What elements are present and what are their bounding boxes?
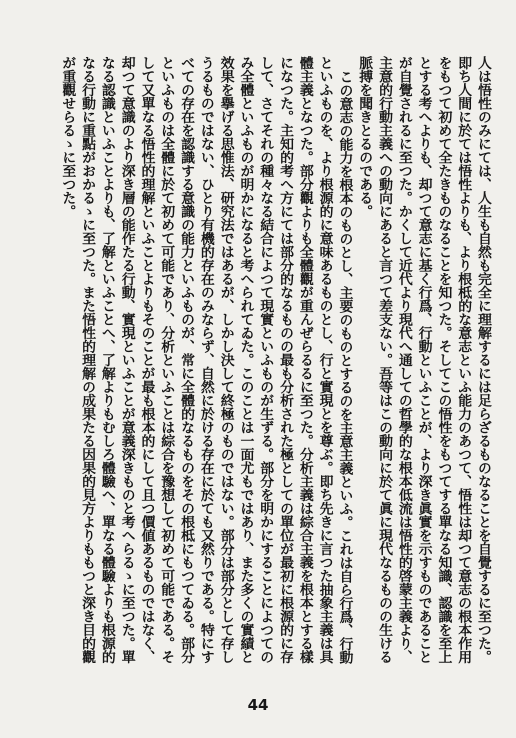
paragraph: この意志の能力を根本のものとし、主要のものとするのを主意主義といふ。これは自ら行爲、行動といふものを、より根源的に意味あるものとし、行と實現とを尊ぶ。即ち先きに言つた抽象主義は具體主義となつた。部分觀よりも全體觀が重んぜらるるに至つた。分析主義は綜合主義を根本とする樣になつた。主知的考へ方にては部分的なるものの最も分析された極としての單位が最初に根源的に存して、さてそれの種々なる結合によつて現實といふものが生ずる。部分を明かにすることによつてのみ全體といふものが明かになると考へられてゐた。このことは一面尤もではあり、また多くの實績と效果を擧げる思惟法、研究法ではあるが、しかし決して終極のものではない。部分は部分として存しうるものではない、ひとり有機的存在のみならず、自然に於ける存在に於ても又然りである。特にすべての存在を認識する意識の能力といふものが、常に全體的なるものをその根柢にもつてゐる。部分といふものは全體に於て初めて可能であり、分析といふことは綜合を豫想して初めて可能である。そして又單なる悟性的理解といふことよりもそのことが最も根本的にして且つ價値あるものではなく、却つて意識のより深き層の能作たる行動、實現といふことが意義深きものと考へらるゝに至つた。單なる認識といふことよりも、了解といふことへ、了解よりもむしろ體驗へ、單なる體驗よりも根源的なる行動に重點がおかるゝに至つた。また悟性的理解の成果たる因果的見方よりももつと深き目的觀が重觀せらるゝに至つた。 <box>59 56 353 664</box>
page-number: 44 <box>247 696 269 714</box>
paragraph: 人は悟性のみにては、人生も自然も完全に理解するには足らざるものなることを自覺するに至つた。即ち人間に於ては悟性よりも、より根柢的な意志といふ能力のあつて、悟性は却つて意志の根本作用をもつて初めて全たきものなることを知つた。そしてこの悟性をもつてする單なる知識、認識を至上とする考へよりも、却つて意志に基く行爲、行動といふことが、より深き眞實を示すものであることが自覺されるに至つた。かくして近代より現代へ通しての哲學的な根本低流は悟性的啓蒙主義より、主意的行動主義への動向にあると言つて差支ない。吾等はこの動向に於て眞に現代なるものの生ける脈搏を聞きとるのである。 <box>356 56 491 664</box>
body-text <box>56 56 492 668</box>
